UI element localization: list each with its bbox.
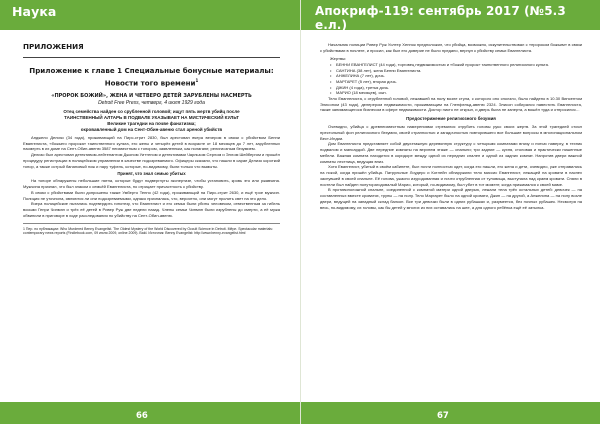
body-paragraph: Хотя Евангелист, убитый в своём кабинете, был почти полностью одет, когда его нашли, его жена и дети, очевидно, уже отправились на покой, когда пришёл убийца. Патрульные Лоудерс и Котлейн обнаружили тело миссис Евангелист, лежащей на кровати в наспех заснувшей в своей спальне. Её голова, ужасно изуродованная и почти отрубленная от туловища, выступала над краем кровати. Сняли в постели был найден полуторагодовалый Марио, который, по-видимому, был убит в тот момент, когда прижимался к своей маме. — [320, 164, 582, 187]
body-paragraph: Очевидно, убийца с древнеизвестным намерениями стремился отрубить головы руко своих жертв. За этой трагедией стоял престольный фон религиозного безумия, своей странностью и загадочностью повторившего все большие вопросы в многонациональном Вест-Индии. — [320, 124, 582, 141]
appendix-heading — [23, 66, 280, 87]
list-item: • МАРИО (18 месяцев), сын. — [330, 90, 582, 96]
issue-header: Апокриф-119: сентябрь 2017 (№5.3 е.л.) — [315, 4, 566, 32]
subhead-2: ТАИНСТВЕННЫЙ АЛТАРЬ В ПОДВАЛЕ УКАЗЫВАЕТ НА МИСТИЧЕСКИЙ КУЛЬТ — [64, 114, 239, 120]
appendices-title: ПРИЛОЖЕНИЯ — [23, 42, 84, 51]
section-label: Наука — [12, 4, 57, 19]
article-title: «ПРОРОК БОЖИЙ», ЖЕНА И ЧЕТВЕРО ДЕТЕЙ ЗАРУБЛЕНЫ НАСМЕРТЬ — [51, 93, 252, 100]
list-item: • МАРГАРЕТ (5 лет), вторая дочь. — [330, 79, 582, 85]
victims-list — [330, 62, 582, 96]
footnote: 1 Пер. по публикации: Who Murdered Benny Evangelist. The Oldest Mystery of the World Discovered by Occult Science in Detroit. Мёрл. Spectacular materials: contemporary news reports (Findlebook.com, 09 июля 2009, online 2009). Bald. Источник: Benny Evangelist: http://www.benny-evangelist.html — [23, 223, 280, 236]
appendix-heading-text: Приложение к главе 1 Специальные бонусные материалы: Новости того времени — [29, 66, 274, 87]
left-footer-bar — [0, 402, 300, 424]
article-source: Detroit Free Press, четверг, 4 июля 1929 года — [98, 99, 205, 106]
list-item: • ДЖИН (4 года), третья дочь. — [330, 85, 582, 91]
body-paragraph: Вчера полицейские пытались подтвердить гипотезу, что Евангелист и его семья были убиты человеком, отвественным за гибель восьми Генри Чипмэн и трёх её детей в Ривер Руж две недели назад. Члены семьи Чипмэн были изрублены до смерти, а её мужа обвинили в приговоре в ходе расследования по убийству на Сент-Обин-авеню. — [23, 201, 280, 218]
list-item: • БЕННИ ЕВАНГЕЛИСТ (44 года), торговец недвижимостью и «божий пророк» таинственного религиозного культа. — [330, 62, 582, 68]
page-number-left: 66 — [136, 411, 148, 421]
left-header-bar — [0, 0, 300, 30]
subhead-1: Отец семейства найден со срубленной головой; ищут пять жертв убийц после — [63, 108, 240, 114]
subhead-3: Великие трагедии на почве фанатизма; — [107, 120, 196, 126]
footnote-ref: 1 — [195, 77, 199, 83]
victims-label: Жертвы: — [330, 55, 347, 61]
body-paragraph: Дом Евангелиста представляет собой двухэтажную деревянную структуру с четырьмя комнатами внизу и пятью наверху, в техник подвалом и мансардой. Две передние комнаты на верхнем этаже — спальни; три задние — кухня, столовая и практически пишенные мебели. Важная комната находится в коридоре между одной из передних спален и одной из задних комнат. Напротив двери важной комнаты лестница, ведущая вниз. — [320, 141, 582, 164]
body-paragraph: В связи с убийствами были допрошены также Умберто Тенно (42 года), проживающий на Пирс-стрит 2630, и ещё трое мужчин. Полиция не уточнила, являются ли они подозреваемыми, однако призналась, что, вероятно, они могут пролить свет на это дело. — [23, 189, 280, 201]
title-rule — [23, 57, 280, 58]
right-header-bar — [301, 0, 600, 30]
intro-paragraph: Начальник полиции Ривер Руж Уолтер Хеннок предположил, что убийца, возможно, искупительствовал с «пророком божьим» в связи с убийствами в ночлеге, и просил, как был его доверие не было предано, вернул к убийству семьи Евангелиста. — [320, 42, 582, 53]
body-paragraph: Тело Евангелиста, с отрубленной головой, лежавшей на полу возле стула, с которого оно сползло, было найдено в 10.30 Винсентом Элисоном (43 года), делерером недвижимости, проживающим на Гленфельд-авеню 2324. Элисон собирался навестить Евангелиста, также занимающегося бизнесом в сфере недвижимости. Доктор никто не открыл, и дверь была не заперта, а вошёл туда и отпросился… — [320, 95, 582, 113]
subhead-4: окровавленный дом на Сент-Обин-авеню стал ареной убийств — [80, 126, 223, 132]
right-column — [320, 42, 582, 210]
body-paragraph: В противоположной спальне, соединенной с комнатой матери одной дверью, лежали тела трёх остальных детей: девочек — на составленных вместе кроватях, трупы — на полу. Тело Маргарет было на одной кровати, Джин — на другой, а Анжелина — на полу возле двери, ведущей на западный склад балкон. Все три девочки были в одних рубашках и, разумеется, без ночных рубашек. Несмотря на весь, по-видимому, их головы, как бы детей у многих из них оставались на шее, а для одного ребёнка ещё её затылка. — [320, 187, 582, 210]
body-paragraph: Анджело Делизо (34 года), проживающий на Пирс-стрит 2830, был арестован вчера вечером в связи с убийством Бенни Евангелиста, «божьего пророка» таинственного культа, его жены и четырёх детей в возрасте от 18 месяцев до 7 лет, зарубленных насмерть в их доме на Сент-Обин-авеню 3587 неизвестным с топором, заявленным, как полагают, религиозным безумием. — [23, 134, 280, 152]
section-heading: Предостерижение религиозного безумия — [406, 116, 496, 122]
right-page — [300, 0, 600, 424]
subsection-heading: Принят, что знал семью убитых — [117, 171, 186, 177]
body-paragraph: Делизо был арестован детективом-лейтенантом Джоном Уиттеном и детективами Чарльзом Серлом и Эллом Шейбергом и прошёл процедуру регистрации в полицейском управлении в качестве подозреваемого. Офицеры сказали, что нашли в сарае Делизо короткий топор, а также острый банановый нож и пару туфель, которые, по-видимому, были только что вымыты. — [23, 152, 280, 169]
page-number-right: 67 — [437, 411, 449, 421]
list-item: • АНЖЕЛИНА (7 лет), дочь. — [330, 73, 582, 79]
left-column — [23, 42, 280, 236]
body-paragraph: На топоре обнаружены небольшие пятна, которые будут подвергнуты экспертизе, чтобы установить, кровь это или ржавчина. Мужчина признал, что был знаком с семьёй Евангелиста, но отрицает причастность к убийству. — [23, 178, 280, 190]
list-item: • САНТИНА (38 лет), жена Бенни Евангелиста. — [330, 68, 582, 74]
right-footer-bar — [301, 402, 600, 424]
